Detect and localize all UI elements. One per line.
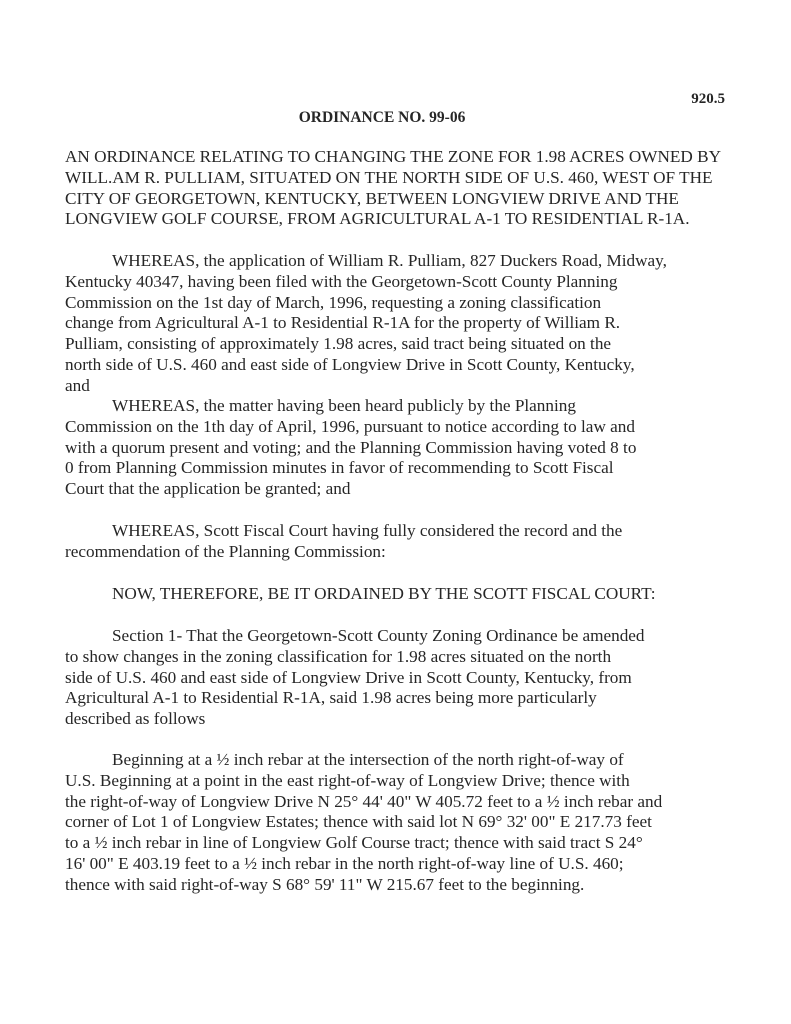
text-line: Commission on the 1st day of March, 1996, requesting a zoning classification — [65, 292, 602, 312]
ordinance-title: ORDINANCE NO. 99-06 — [298, 109, 466, 126]
text-line: north side of U.S. 460 and east side of Longview Drive in Scott County, Kentucky, — [65, 354, 635, 374]
paragraph-whereas-hearing — [65, 396, 636, 500]
paragraph-ordaining-clause — [65, 584, 656, 605]
text-line: Commission on the 1th day of April, 1996, pursuant to notice according to law and — [65, 416, 635, 436]
text-line: to a ½ inch rebar in line of Longview Golf Course tract; thence with said tract S 24° — [65, 833, 643, 853]
text-line: Pulliam, consisting of approximately 1.98 acres, said tract being situated on the — [65, 334, 612, 354]
text-line: with a quorum present and voting; and the Planning Commission having voted 8 to — [65, 437, 637, 457]
text-line: Beginning at a ½ inch rebar at the intersection of the north right-of-way of — [112, 750, 624, 769]
text-line: Agricultural A-1 to Residential R-1A, said 1.98 acres being more particularly — [65, 688, 597, 708]
text-line: CITY OF GEORGETOWN, KENTUCKY, BETWEEN LONGVIEW DRIVE AND THE — [65, 188, 679, 208]
text-line: to show changes in the zoning classification for 1.98 acres situated on the north — [65, 646, 612, 666]
paragraph-whereas-fiscal-court — [65, 521, 622, 563]
text-line: Court that the application be granted; and — [65, 479, 351, 499]
text-line: side of U.S. 460 and east side of Longview Drive in Scott County, Kentucky, from — [65, 667, 632, 687]
text-line: NOW, THEREFORE, BE IT ORDAINED BY THE SCOTT FISCAL COURT: — [112, 584, 656, 603]
text-line: described as follows — [65, 709, 206, 729]
text-line: recommendation of the Planning Commission: — [65, 541, 386, 561]
text-line: corner of Lot 1 of Longview Estates; thence with said lot N 69° 32' 00" E 217.73 feet — [65, 812, 652, 832]
text-line: the right-of-way of Longview Drive N 25° 44' 40" W 405.72 feet to a ½ inch rebar and — [65, 791, 663, 811]
text-line: LONGVIEW GOLF COURSE, FROM AGRICULTURAL A-1 TO RESIDENTIAL R-1A. — [65, 209, 690, 229]
text-line: 16' 00" E 403.19 feet to a ½ inch rebar in the north right-of-way line of U.S. 460; — [65, 853, 624, 873]
paragraph-legal-description — [65, 750, 662, 896]
text-line: AN ORDINANCE RELATING TO CHANGING THE ZONE FOR 1.98 ACRES OWNED BY — [65, 147, 721, 166]
text-line: change from Agricultural A-1 to Residential R-1A for the property of William R. — [65, 313, 621, 333]
text-line: WHEREAS, the matter having been heard publicly by the Planning — [112, 396, 576, 415]
text-line: and — [65, 375, 90, 395]
text-line: WHEREAS, the application of William R. Pulliam, 827 Duckers Road, Midway, — [112, 251, 667, 270]
text-line: U.S. Beginning at a point in the east right-of-way of Longview Drive; thence with — [65, 770, 630, 790]
paragraph-section-1 — [65, 626, 645, 730]
text-line: Section 1- That the Georgetown-Scott County Zoning Ordinance be amended — [112, 626, 645, 645]
page-number: 920.5 — [691, 91, 725, 107]
paragraph-whereas-application — [65, 251, 667, 397]
text-line: WHEREAS, Scott Fiscal Court having fully considered the record and the — [112, 521, 623, 540]
text-line: WILL.AM R. PULLIAM, SITUATED ON THE NORTH SIDE OF U.S. 460, WEST OF THE — [65, 167, 713, 187]
text-line: 0 from Planning Commission minutes in favor of recommending to Scott Fiscal — [65, 458, 614, 478]
text-line: thence with said right-of-way S 68° 59' 11" W 215.67 feet to the beginning. — [65, 874, 585, 894]
paragraph-preamble — [65, 147, 721, 230]
text-line: Kentucky 40347, having been filed with the Georgetown-Scott County Planning — [65, 271, 618, 291]
